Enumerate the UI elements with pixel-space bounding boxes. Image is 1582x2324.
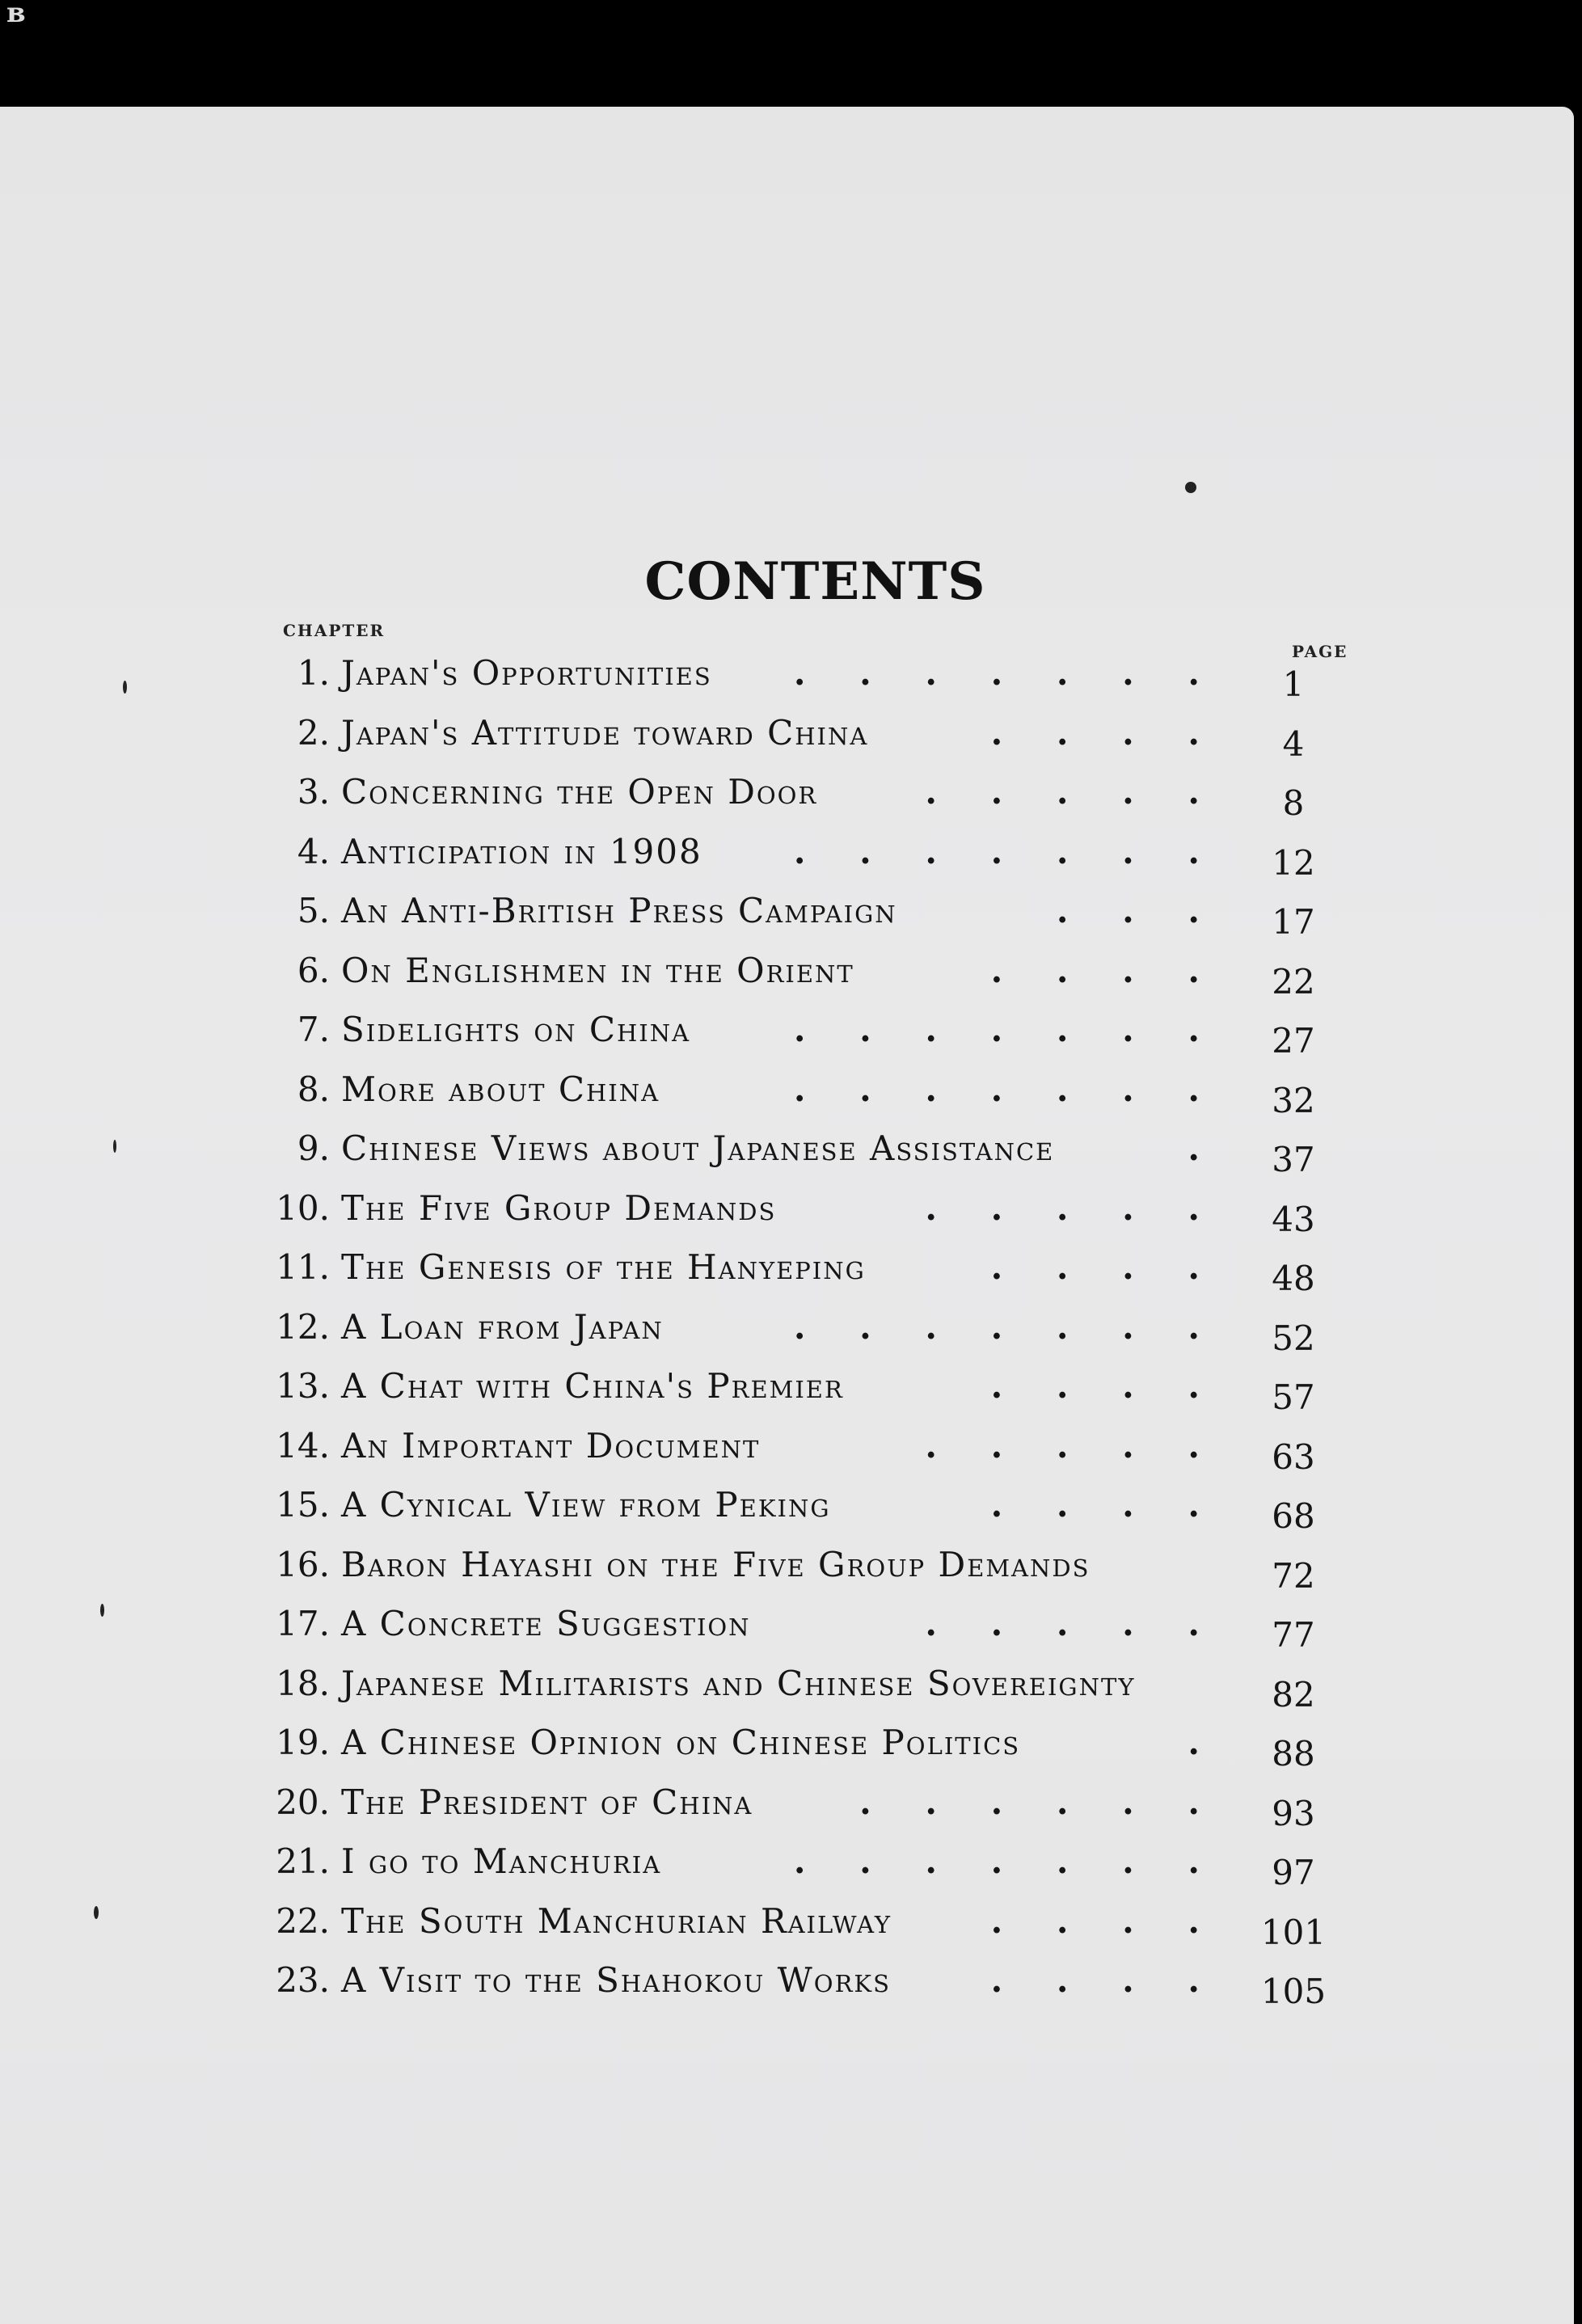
chapter-title: The Genesis of the Hanyeping (341, 1247, 866, 1287)
toc-entry (267, 1954, 1342, 2014)
scan-speck (123, 681, 127, 694)
toc-entry (267, 1182, 1342, 1242)
chapter-number: 20. (276, 1782, 330, 1822)
page-number: 17 (1272, 902, 1315, 942)
toc-entry (267, 1538, 1342, 1598)
chapter-title: A Cynical View from Peking (341, 1485, 831, 1525)
page-number: 52 (1272, 1318, 1315, 1358)
scan-speck (113, 1140, 116, 1153)
leader-dots: . . . (1056, 891, 1221, 930)
page-number: 72 (1272, 1555, 1315, 1596)
toc-entry (267, 766, 1342, 825)
leader-dots: . . . . (990, 1366, 1221, 1406)
chapter-title: A Chat with China's Premier (341, 1366, 844, 1406)
toc-entry (267, 1657, 1342, 1717)
page-number: 22 (1272, 961, 1315, 1002)
scan-speck (1185, 482, 1196, 493)
page-number: 88 (1272, 1734, 1315, 1774)
toc-entry (267, 1835, 1342, 1895)
page-number: 1 (1282, 664, 1305, 704)
toc-entry (267, 1716, 1342, 1776)
toc-entry (267, 1597, 1342, 1657)
chapter-title: More about China (341, 1069, 660, 1109)
chapter-number: 18. (276, 1663, 330, 1703)
scan-speck (100, 1604, 104, 1617)
toc-entry (267, 944, 1342, 1004)
leader-dots: . (1188, 1128, 1221, 1168)
page-number: 32 (1272, 1080, 1315, 1120)
leader-dots: . . . . . . . (793, 1010, 1221, 1049)
page-number: 12 (1272, 842, 1315, 883)
leader-dots: . . . . (990, 950, 1221, 990)
chapter-number: 12. (276, 1306, 330, 1347)
toc-entry (267, 1895, 1342, 1955)
toc-list (267, 647, 1342, 2014)
toc-entry (267, 1003, 1342, 1063)
chapter-title: Sidelights on China (341, 1010, 691, 1049)
leader-dots: . . . . . (925, 1425, 1221, 1466)
chapter-title: An Important Document (341, 1425, 761, 1466)
chapter-number: 14. (276, 1425, 330, 1466)
leader-dots: . . . . . (925, 1187, 1221, 1228)
page-number: 68 (1272, 1496, 1315, 1536)
leader-dots: . . . . (990, 1960, 1221, 2000)
chapter-title: The Five Group Demands (341, 1187, 777, 1228)
leader-dots: . . . . . (925, 772, 1221, 812)
page-number: 4 (1282, 723, 1305, 764)
toc-entry (267, 884, 1342, 944)
chapter-title: The South Manchurian Railway (341, 1900, 892, 1941)
leader-dots: . . . . . . . (793, 1069, 1221, 1109)
leader-dots: . . . . (990, 1900, 1221, 1941)
page-number: 8 (1282, 783, 1305, 823)
page-number: 48 (1272, 1259, 1315, 1298)
toc-entry (267, 1241, 1342, 1301)
toc-entry (267, 706, 1342, 766)
chapter-title: Anticipation in 1908 (341, 831, 702, 871)
chapter-number: 21. (276, 1841, 330, 1881)
chapter-title: Japanese Militarists and Chinese Sovereignty (341, 1663, 1136, 1703)
page-number: 77 (1272, 1615, 1315, 1655)
leader-dots: . (1188, 1723, 1221, 1762)
page-number: 93 (1272, 1793, 1315, 1833)
chapter-number: 3. (297, 772, 330, 812)
toc-entry (267, 825, 1342, 885)
page-number: 105 (1260, 1972, 1327, 2011)
chapter-number: 9. (297, 1128, 330, 1168)
toc-entry (267, 1419, 1342, 1479)
page-number: 63 (1272, 1436, 1315, 1477)
leader-dots: . . . . . . . (793, 1306, 1221, 1347)
chapter-number: 4. (297, 831, 330, 871)
leader-dots: . . . . . . . (793, 653, 1221, 693)
chapter-number: 23. (276, 1960, 330, 2000)
scan-speck (94, 1906, 99, 1919)
chapter-number: 11. (276, 1247, 330, 1287)
chapter-number: 7. (297, 1010, 330, 1049)
chapter-title: I go to Manchuria (341, 1841, 662, 1881)
chapter-title: A Visit to the Shahokou Works (341, 1960, 891, 2000)
chapter-title: Chinese Views about Japanese Assistance (341, 1128, 1055, 1168)
chapter-title: A Chinese Opinion on Chinese Politics (341, 1723, 1021, 1762)
page-number: 101 (1260, 1912, 1327, 1952)
chapter-title: Concerning the Open Door (341, 772, 818, 812)
toc-entry (267, 1122, 1342, 1182)
chapter-title: Baron Hayashi on the Five Group Demands (341, 1544, 1091, 1584)
toc-entry (267, 1776, 1342, 1836)
chapter-title: On Englishmen in the Orient (341, 950, 854, 990)
leader-dots: . . . . . . . (793, 1841, 1221, 1881)
chapter-title: A Concrete Suggestion (341, 1604, 751, 1643)
chapter-title: Japan's Attitude toward China (341, 712, 869, 753)
chapter-number: 1. (297, 653, 330, 693)
chapter-number: 6. (297, 950, 330, 990)
chapter-number: 22. (276, 1900, 330, 1941)
page-number: 37 (1272, 1140, 1315, 1179)
leader-dots: . . . . . (925, 1604, 1221, 1643)
leader-dots: . . . . (990, 712, 1221, 753)
toc-entry (267, 1360, 1342, 1419)
chapter-title: A Loan from Japan (341, 1306, 664, 1347)
chapter-number: 10. (276, 1187, 330, 1228)
leader-dots: . . . . . . (859, 1782, 1221, 1822)
chapter-number: 19. (276, 1723, 330, 1762)
leader-dots: . . . . . . . (793, 831, 1221, 871)
toc-entry (267, 1301, 1342, 1360)
page-number: 27 (1272, 1021, 1315, 1061)
chapter-title: The President of China (341, 1782, 753, 1822)
chapter-title: An Anti-British Press Campaign (341, 891, 897, 930)
page-column-label: PAGE (1292, 642, 1348, 661)
chapter-number: 2. (297, 712, 330, 753)
contents-heading: CONTENTS (644, 551, 986, 612)
toc-entry (267, 1063, 1342, 1123)
page-number: 97 (1272, 1853, 1315, 1892)
film-corner-mark: ʙ (6, 0, 26, 29)
chapter-number: 15. (276, 1485, 330, 1525)
page-number: 57 (1272, 1377, 1315, 1417)
leader-dots: . . . . (990, 1247, 1221, 1287)
chapter-number: 5. (297, 891, 330, 930)
page-number: 43 (1272, 1199, 1315, 1239)
chapter-title: Japan's Opportunities (341, 653, 712, 693)
chapter-number: 8. (297, 1069, 330, 1109)
chapter-number: 13. (276, 1366, 330, 1406)
leader-dots: . . . . (990, 1485, 1221, 1525)
page-number: 82 (1272, 1674, 1315, 1715)
toc-entry (267, 1478, 1342, 1538)
chapter-column-label: CHAPTER (283, 621, 386, 640)
toc-entry (267, 647, 1342, 706)
chapter-number: 16. (276, 1544, 330, 1584)
chapter-number: 17. (276, 1604, 330, 1643)
